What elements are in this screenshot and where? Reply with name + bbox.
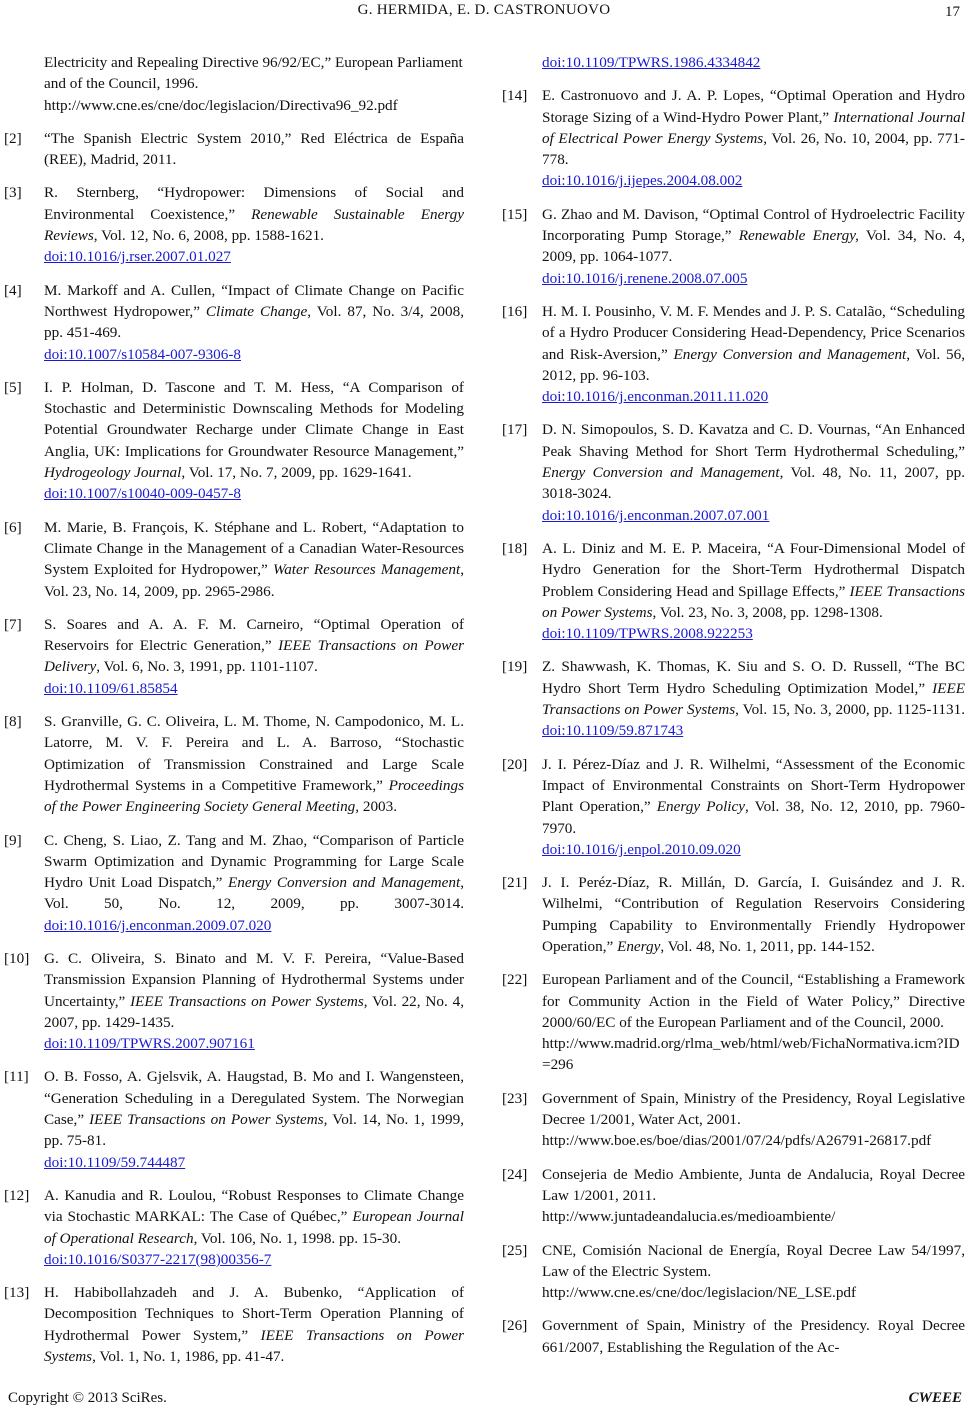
reference-authors-title: R. Sternberg, “Hydropower: Dimensions of Social and Environmental Coexistence,” [44, 184, 464, 223]
reference-authors-title: D. N. Simopoulos, S. D. Kavatza and C. D. Vournas, “An Enhanced Peak Shaving Method for Short Term Hydrothermal Scheduling,” [542, 421, 965, 460]
left-column [4, 52, 464, 1379]
reference-authors-title: “The Spanish Electric System 2010,” Red Eléctrica de España (REE), Madrid, 2011. [44, 129, 464, 169]
doi-link[interactable]: doi:10.1007/s10040-009-0457-8 [44, 485, 242, 503]
reference-body [44, 128, 464, 171]
reference-item [4, 182, 464, 267]
reference-details: , Vol. 23, No. 3, 2008, pp. 1298-1308. [652, 603, 883, 621]
reference-13-continuation [502, 52, 965, 73]
reference-authors-title: CNE, Comisión Nacional de Energía, Royal Decree Law 54/1997, Law of the Electric System. [542, 1241, 965, 1280]
reference-authors-title: Consejeria de Medio Ambiente, Junta de Andalucia, Royal Decree Law 1/2001, 2011. [542, 1165, 965, 1204]
reference-number: [7] [4, 615, 22, 633]
reference-authors-title: G. C. Oliveira, S. Binato and M. V. F. Pereira, “Value-Based Transmission Expansion Planning of Hydrothermal Systems under Uncertainty,” [44, 949, 464, 1010]
reference-source: Proceedings of the Power Engineering Society General Meeting [44, 776, 464, 816]
reference-body [542, 419, 965, 504]
doi-link[interactable]: doi:10.1016/j.rser.2007.01.027 [44, 248, 231, 266]
reference-authors-title: E. Castronuovo and J. A. P. Lopes, “Optimal Operation and Hydro Storage Sizing of a Wind-Hydro Power Plant,” [542, 87, 965, 126]
doi-link[interactable]: doi:10.1109/TPWRS.2007.907161 [44, 1035, 255, 1053]
reference-source: Energy [617, 937, 661, 955]
reference-source: IEEE Transactions on Power Systems [542, 582, 965, 621]
reference-details: , Vol. 26, No. 10, 2004, pp. 771-778. [542, 129, 965, 169]
reference-details: , Vol. 48, No. 1, 2011, pp. 144-152. [660, 937, 875, 955]
doi-link[interactable]: doi:10.1007/s10584-007-9306-8 [44, 345, 242, 363]
reference-source: IEEE Transactions on Power Delivery [44, 637, 465, 676]
reference-authors-title: H. M. I. Pousinho, V. M. F. Mendes and J. P. S. Catalão, “Scheduling of a Hydro Producer Considering Head-Dependency, Price Scenarios and Risk-Aversion,” [542, 302, 965, 363]
reference-number: [10] [4, 949, 30, 967]
reference-item [4, 1185, 464, 1270]
reference-text: Electricity and Repealing Directive 96/92/EC,” European Parliament and of the Council, 1996. [44, 54, 463, 93]
reference-body [44, 948, 464, 1033]
reference-authors-title: M. Marie, B. François, K. Stéphane and L. Robert, “Adaptation to Climate Change in the Management of a Canadian Water-Resources System Exploited for Hydropower,” [44, 518, 464, 579]
reference-body [44, 1066, 464, 1151]
reference-url: http://www.juntadeandalucia.es/medioambiente/ [542, 1208, 836, 1226]
reference-details: , Vol. 17, No. 7, 2009, pp. 1629-1641. [181, 464, 412, 482]
reference-number: [24] [502, 1165, 528, 1183]
reference-number: [20] [502, 755, 528, 773]
right-column [502, 52, 965, 1370]
copyright-notice: Copyright © 2013 SciRes. [8, 1390, 167, 1406]
reference-authors-title: I. P. Holman, D. Tascone and T. M. Hess, “A Comparison of Stochastic and Deterministic Downscaling Methods for Modeling Potential Groundwater Recharge under Climate Change in East Anglia, UK: Implications for Groundwater Resource Management,” [44, 378, 464, 460]
reference-item [502, 204, 965, 289]
reference-source: Hydrogeology Journal [44, 464, 182, 482]
reference-source: Climate Change [205, 302, 308, 320]
reference-details: Vol. 34, No. 4, 2009, pp. 1064-1077. [542, 227, 965, 266]
reference-body [542, 969, 965, 1033]
doi-link[interactable]: doi:10.1109/61.85854 [44, 679, 178, 697]
reference-item [502, 656, 965, 741]
reference-number: [25] [502, 1241, 528, 1259]
reference-source: Energy Conversion and Management [227, 874, 461, 892]
reference-item [502, 969, 965, 1075]
reference-details: , Vol. 106, No. 1, 1998. pp. 15-30. [193, 1229, 402, 1247]
reference-item [4, 614, 464, 699]
reference-body [44, 280, 464, 344]
reference-item [4, 711, 464, 817]
reference-item [4, 377, 464, 505]
reference-body [542, 872, 965, 957]
reference-body [542, 656, 965, 741]
reference-item [502, 1240, 965, 1304]
reference-item [4, 280, 464, 365]
reference-number: [18] [502, 539, 528, 557]
reference-number: [21] [502, 874, 528, 892]
reference-item [502, 872, 965, 957]
reference-details: , Vol. 22, No. 4, 2007, pp. 1429-1435. [44, 992, 465, 1031]
doi-link[interactable]: doi:10.1016/j.ijepes.2004.08.002 [542, 172, 743, 190]
reference-item [502, 1164, 965, 1228]
reference-number: [22] [502, 971, 528, 989]
reference-body [44, 614, 464, 678]
reference-item [4, 128, 464, 171]
reference-item [4, 1282, 464, 1367]
doi-link[interactable]: doi:10.1016/j.renene.2008.07.005 [542, 269, 748, 287]
reference-number: [13] [4, 1284, 30, 1302]
reference-source: IEEE Transactions on Power Systems [89, 1111, 324, 1129]
reference-number: [19] [502, 658, 528, 676]
reference-item [502, 1315, 965, 1358]
doi-link[interactable]: doi:10.1109/TPWRS.2008.922253 [542, 625, 753, 643]
reference-body [542, 1240, 965, 1283]
reference-1-continuation [4, 52, 464, 116]
reference-authors-title: A. L. Diniz and M. E. P. Maceira, “A Four-Dimensional Model of Hydro Generation for the Short-Term Hydrothermal Dispatch Problem Considering Head and Spillage Effects,” [542, 539, 965, 600]
reference-details: , Vol. 12, No. 6, 2008, pp. 1588-1621. [93, 227, 324, 245]
reference-authors-title: A. Kanudia and R. Loulou, “Robust Responses to Climate Change via Stochastic MARKAL: The Case of Québec,” [44, 1186, 464, 1226]
doi-link[interactable]: doi:10.1016/j.enconman.2007.07.001 [542, 506, 770, 524]
reference-details: , 2003. [355, 798, 398, 816]
reference-url: http://www.boe.es/boe/dias/2001/07/24/pdfs/A26791-26817.pdf [542, 1132, 932, 1150]
reference-number: [14] [502, 87, 528, 105]
reference-authors-title: H. Habibollahzadeh and J. A. Bubenko, “Application of Decomposition Techniques to Short-Term Operation Planning of Hydrothermal Power System,” [44, 1284, 464, 1344]
reference-body [542, 538, 965, 623]
reference-item [502, 85, 965, 191]
reference-number: [8] [4, 713, 22, 731]
reference-number: [6] [4, 518, 22, 536]
reference-authors-title: O. B. Fosso, A. Gjelsvik, A. Haugstad, B. Mo and I. Wangensteen, “Generation Scheduling in a Deregulated System. The Norwegian Case,” [44, 1068, 464, 1129]
doi-link[interactable]: doi:10.1016/j.enconman.2009.07.020 [44, 916, 272, 934]
reference-authors-title: J. I. Peréz-Díaz, R. Millán, D. García, I. Guisández and J. R. Wilhelmi, “Contribution of Regulation Reservoirs Considering Pumping Capability to Environmentally Friendly Hydropower Operation,” [542, 874, 965, 955]
reference-body [44, 1185, 464, 1249]
reference-item [502, 538, 965, 644]
reference-item [502, 419, 965, 525]
reference-number: [2] [4, 129, 22, 147]
reference-source: Water Resources Management [272, 561, 461, 579]
reference-number: [26] [502, 1317, 528, 1335]
reference-body [44, 830, 464, 936]
reference-details: , Vol. 38, No. 12, 2010, pp. 7960-7970. [542, 798, 965, 837]
reference-body [542, 301, 965, 386]
reference-details: , Vol. 15, No. 3, 2000, pp. 1125-1131. [735, 701, 965, 719]
reference-authors-title: J. I. Pérez-Díaz and J. R. Wilhelmi, “Assessment of the Economic Impact of Environmental Constraints on Short-Term Hydropower Plant Operation,” [542, 755, 965, 816]
reference-authors-title: G. Zhao and M. Davison, “Optimal Control of Hydroelectric Facility Incorporating Pump Storage,” [542, 205, 965, 245]
doi-link[interactable]: doi:10.1016/j.enpol.2010.09.020 [542, 840, 741, 858]
doi-link[interactable]: doi:10.1109/TPWRS.1986.4334842 [542, 54, 761, 71]
reference-authors-title: Z. Shawwash, K. Thomas, K. Siu and S. O. D. Russell, “The BC Hydro Short Term Hydro Scheduling Optimization Model,” [542, 658, 965, 697]
reference-body [44, 1282, 464, 1367]
reference-authors-title: S. Soares and A. A. F. M. Carneiro, “Optimal Operation of Reservoirs for Electric Generation,” [44, 615, 464, 655]
reference-number: [16] [502, 302, 528, 320]
reference-item [4, 517, 464, 602]
right-reference-list [502, 85, 965, 1358]
reference-source: Energy Conversion and Management [673, 345, 907, 363]
reference-body [44, 517, 464, 602]
reference-url: http://www.madrid.org/rlma_web/html/web/FichaNormativa.icm?ID=296 [542, 1035, 960, 1074]
reference-number: [3] [4, 184, 22, 202]
reference-authors-title: Government of Spain, Ministry of the Presidency. Royal Decree 661/2007, Establishing the Regulation of the Ac- [542, 1317, 965, 1356]
reference-number: [9] [4, 831, 22, 849]
reference-details: , Vol. 23, No. 14, 2009, pp. 2965-2986. [44, 561, 464, 600]
reference-authors-title: M. Markoff and A. Cullen, “Impact of Climate Change on Pacific Northwest Hydropower,” [44, 281, 464, 320]
page-number: 17 [945, 4, 960, 20]
reference-details: , Vol. 87, No. 3/4, 2008, pp. 451-469. [44, 302, 464, 342]
reference-body [542, 204, 965, 268]
reference-source: Renewable Sustainable Energy Reviews [44, 205, 464, 245]
reference-body [542, 85, 965, 170]
reference-source: IEEE Transactions on Power Systems [542, 679, 965, 719]
reference-url: http://www.cne.es/cne/doc/legislacion/NE_LSE.pdf [542, 1284, 857, 1302]
reference-body [542, 1315, 965, 1358]
reference-source: International Journal of Electrical Power Energy Systems [542, 108, 965, 147]
reference-authors-title: S. Granville, G. C. Oliveira, L. M. Thome, N. Campodonico, M. L. Latorre, M. V. F. Pereira and L. A. Barroso, “Stochastic Optimization of Transmission Constrained and Large Scale Hydrothermal Systems in a Competitive Framework,” [44, 713, 464, 794]
reference-number: [4] [4, 281, 22, 299]
running-title: G. HERMIDA, E. D. CASTRONUOVO [357, 2, 611, 18]
reference-item [502, 301, 965, 407]
reference-source: Renewable Energy, [738, 227, 859, 245]
reference-item [502, 1088, 965, 1152]
reference-details: , Vol. 14, No. 1, 1999, pp. 75-81. [44, 1111, 465, 1150]
reference-number: [12] [4, 1186, 30, 1204]
reference-item [4, 948, 464, 1054]
reference-authors-title: C. Cheng, S. Liao, Z. Tang and M. Zhao, “Comparison of Particle Swarm Optimization and Dynamic Programming for Large Scale Hydro Unit Load Dispatch,” [44, 831, 464, 892]
reference-source: IEEE Transactions on Power Systems [44, 1326, 465, 1366]
reference-source: Energy Policy [656, 798, 745, 816]
reference-number: [11] [4, 1068, 29, 1086]
reference-source: Energy Conversion and Management [542, 464, 780, 482]
reference-number: [17] [502, 421, 528, 439]
reference-item [4, 1066, 464, 1172]
reference-number: [5] [4, 378, 22, 396]
reference-body [542, 754, 965, 839]
reference-body [44, 377, 464, 483]
doi-link[interactable]: doi:10.1016/S0377-2217(98)00356-7 [44, 1250, 272, 1268]
reference-authors-title: Government of Spain, Ministry of the Presidency, Royal Legislative Decree 1/2001, Water Act, 2001. [542, 1089, 965, 1129]
reference-body [44, 182, 464, 246]
reference-item [4, 830, 464, 936]
reference-body [542, 1164, 965, 1207]
reference-item [502, 754, 965, 860]
reference-source: IEEE Transactions on Power Systems [130, 992, 364, 1010]
doi-link[interactable]: doi:10.1109/59.744487 [44, 1153, 186, 1171]
reference-details: , Vol. 1, No. 1, 1986, pp. 41-47. [92, 1348, 285, 1366]
reference-source: European Journal of Operational Research [44, 1208, 464, 1247]
reference-number: [15] [502, 205, 528, 223]
journal-abbreviation: CWEEE [908, 1390, 962, 1406]
doi-link[interactable]: doi:10.1016/j.enconman.2011.11.020 [542, 388, 769, 406]
left-reference-list [4, 128, 464, 1367]
page-header [0, 0, 968, 30]
reference-details: , Vol. 6, No. 3, 1991, pp. 1101-1107. [96, 658, 318, 676]
reference-authors-title: European Parliament and of the Council, “Establishing a Framework for Community Action in the Field of Water Policy,” Directive 2000/60/EC of the European Parliament and of the Council, 2000. [542, 971, 965, 1031]
reference-url: http://www.cne.es/cne/doc/legislacion/Directiva96_92.pdf [44, 96, 398, 114]
reference-details: , Vol. 56, 2012, pp. 96-103. [542, 345, 965, 384]
doi-link[interactable]: doi:10.1109/59.871743 [542, 722, 684, 740]
reference-details: , Vol. 50, No. 12, 2009, pp. 3007-3014. [44, 874, 464, 913]
reference-number: [23] [502, 1089, 528, 1107]
reference-body [44, 711, 464, 817]
reference-body [542, 1088, 965, 1131]
reference-details: , Vol. 48, No. 11, 2007, pp. 3018-3024. [542, 464, 966, 503]
